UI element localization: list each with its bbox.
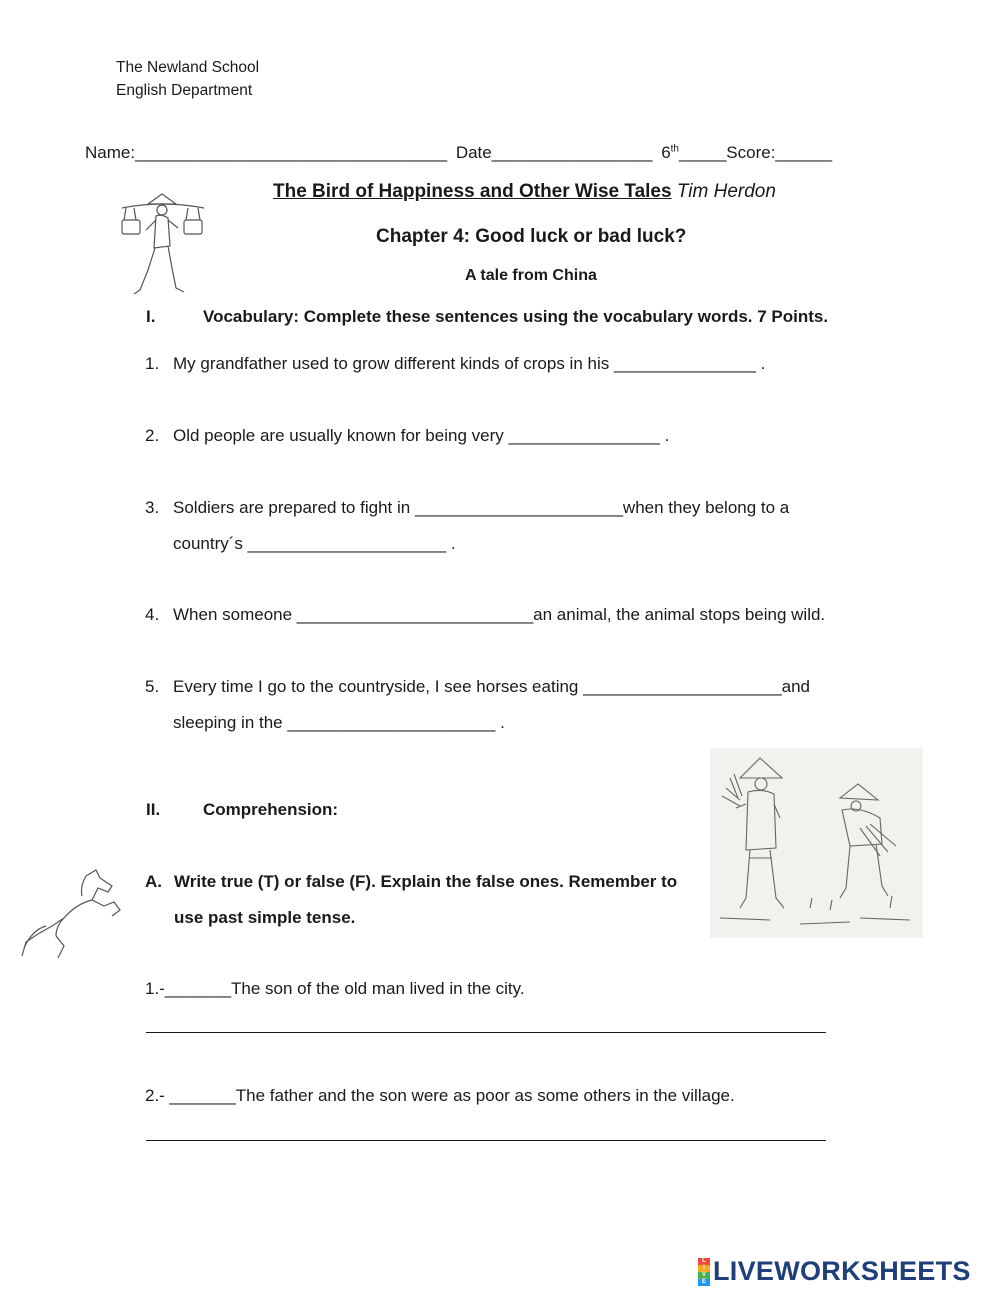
liveworksheets-logo: L I V E — [698, 1258, 710, 1286]
tf-item — [145, 979, 525, 999]
tf-statement: The father and the son were as poor as some others in the village. — [235, 1086, 735, 1105]
vocab-item-text: My grandfather used to grow different kinds of crops in his _______________ . — [173, 354, 766, 373]
part-a-instruction: Write true (T) or false (F). Explain the false ones. Remember to — [174, 872, 678, 891]
chapter-title: Chapter 4: Good luck or bad luck? — [376, 226, 687, 247]
tf-answer-blank: 1.-_______ — [145, 979, 232, 998]
info-line — [85, 143, 832, 163]
vocab-item-text: When someone _________________________an animal, the animal stops being wild. — [173, 605, 826, 624]
grade-label: 6th_____ — [661, 143, 727, 162]
part-a-letter: A. — [145, 872, 162, 891]
department-name: English Department — [116, 82, 253, 99]
vocab-item-text: Every time I go to the countryside, I see horses eating _____________________and — [173, 677, 811, 696]
vocab-item-text: country´s _____________________ . — [173, 534, 456, 553]
vocab-item-text: Old people are usually known for being very ________________ . — [173, 426, 670, 445]
liveworksheets-brand — [698, 1256, 971, 1287]
book-title-line — [273, 181, 776, 203]
score-field-label: Score:______ — [726, 143, 833, 162]
tf-item — [145, 1086, 735, 1106]
farmer-with-baskets-illustration — [118, 190, 208, 300]
part-a-instruction: use past simple tense. — [174, 908, 356, 927]
date-field-label: Date_________________ — [455, 143, 653, 162]
author-name: Tim Herdon — [676, 181, 776, 202]
book-title: The Bird of Happiness and Other Wise Tales — [273, 181, 672, 202]
tf-answer-blank: 2.- _______ — [145, 1086, 236, 1105]
vocab-item-number: 1. — [145, 354, 160, 373]
section-two-numeral: II. — [146, 800, 161, 819]
section-one-heading: Vocabulary: Complete these sentences using the vocabulary words. 7 Points. — [203, 307, 829, 326]
tf-statement: The son of the old man lived in the city. — [231, 979, 525, 998]
horse-illustration — [16, 866, 128, 960]
answer-line — [146, 1140, 826, 1141]
liveworksheets-wordmark: LIVEWORKSHEETS — [713, 1256, 971, 1286]
answer-line — [146, 1032, 826, 1033]
vocab-item-number: 5. — [145, 677, 160, 696]
tale-subtitle: A tale from China — [465, 267, 597, 284]
section-one-numeral: I. — [146, 307, 156, 326]
vocab-item-number: 4. — [145, 605, 160, 624]
vocab-item-number: 2. — [145, 426, 160, 445]
vocab-item-text: sleeping in the ______________________ . — [173, 713, 505, 732]
school-name: The Newland School — [116, 59, 260, 76]
section-two-heading: Comprehension: — [203, 800, 339, 819]
rice-farmers-illustration — [710, 748, 923, 938]
name-field-label: Name:_________________________________ — [85, 143, 448, 162]
vocab-item-number: 3. — [145, 498, 160, 517]
vocab-item-text: Soldiers are prepared to fight in ______________________when they belong to a — [173, 498, 790, 517]
